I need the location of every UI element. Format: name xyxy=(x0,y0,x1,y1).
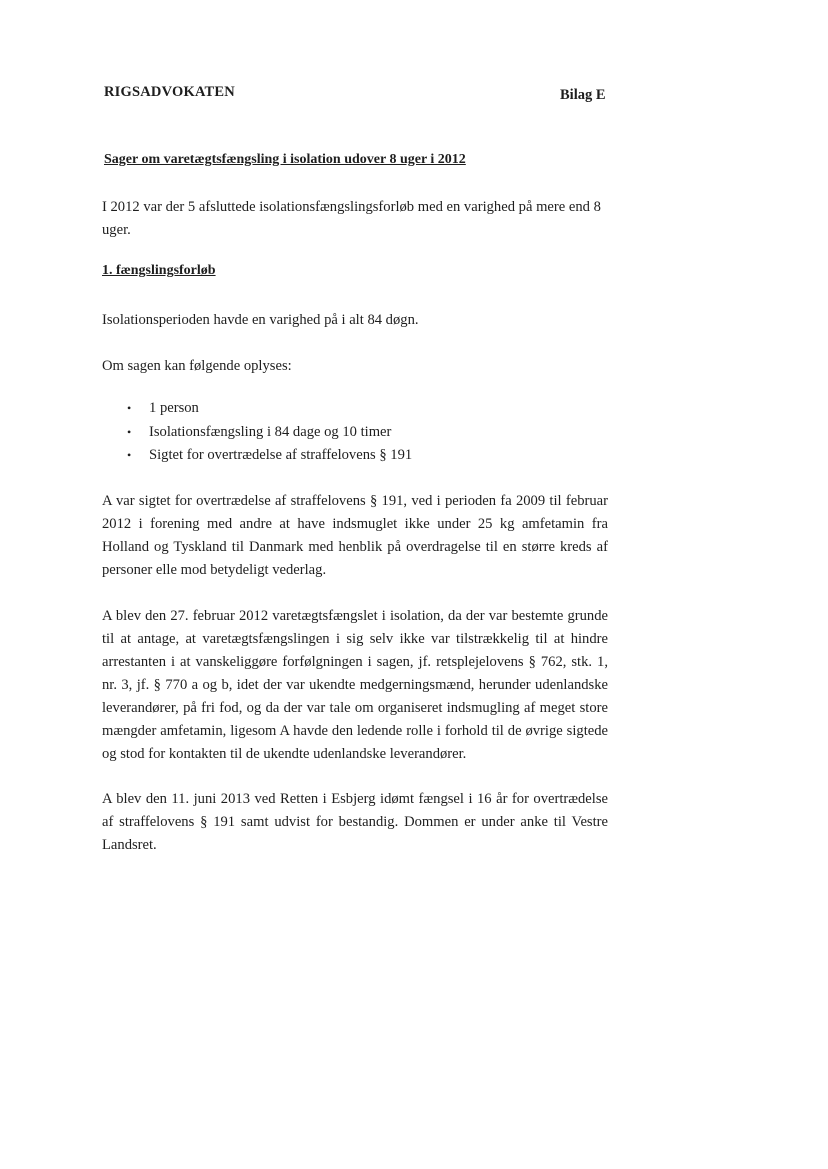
intro-paragraph: I 2012 var der 5 afsluttede isolationsfængslingsforløb med en varighed på mere end 8 uger. xyxy=(102,199,601,238)
list-item-text: 1 person xyxy=(149,400,199,416)
isolation-reason-paragraph: A blev den 27. februar 2012 varetægtsfængslet i isolation, da der var bestemte grunde til at antage, at varetægtsfængslingen i sig selv ikke var tilstrækkelig til at hindre arrestanten i at vanskeliggøre forfølgningen i sagen, jf. retsplejelovens § 762, stk. 1, nr. 3, jf. § 770 a og b, idet der var ukendte medgerningsmænd, herunder udenlandske leverandører, på fri fod, og da der var tale om organiseret indsmugling af meget store mængder amfetamin, ligesom A havde den ledende rolle i forhold til de øvrige sigtede og stod for kontakten til de ukendte udenlandske leverandører. xyxy=(102,608,608,762)
list-item xyxy=(102,421,602,445)
duration-paragraph: Isolationsperioden havde en varighed på i alt 84 døgn. xyxy=(102,312,419,328)
bullet-icon: • xyxy=(127,424,132,439)
document-title: Sager om varetægtsfængsling i isolation udover 8 uger i 2012 xyxy=(104,152,466,167)
list-item-text: Sigtet for overtrædelse af straffelovens § 191 xyxy=(149,447,413,463)
info-lead-paragraph: Om sagen kan følgende oplyses: xyxy=(102,358,292,374)
charge-paragraph: A var sigtet for overtrædelse af straffelovens § 191, ved i perioden fa 2009 til februar 2012 i forening med andre at have indsmuglet ikke under 25 kg amfetamin fra Holland og Tyskland til Danmark med henblik på overdragelse til en større kreds af personer elle mod betydeligt vederlag. xyxy=(102,493,608,578)
list-item xyxy=(102,397,602,421)
section-heading: 1. fængslingsforløb xyxy=(102,263,216,278)
verdict-paragraph: A blev den 11. juni 2013 ved Retten i Esbjerg idømt fængsel i 16 år for overtrædelse af straffelovens § 191 samt udvist for bestandig. Dommen er under anke til Vestre Landsret. xyxy=(102,791,608,853)
list-item-text: Isolationsfængsling i 84 dage og 10 timer xyxy=(149,423,392,440)
bullet-icon: • xyxy=(127,448,132,462)
list-item xyxy=(102,444,602,468)
bullet-icon: • xyxy=(127,401,132,415)
organization-name: RIGSADVOKATEN xyxy=(104,84,235,100)
appendix-label: Bilag E xyxy=(560,87,606,103)
fact-list xyxy=(102,397,602,468)
